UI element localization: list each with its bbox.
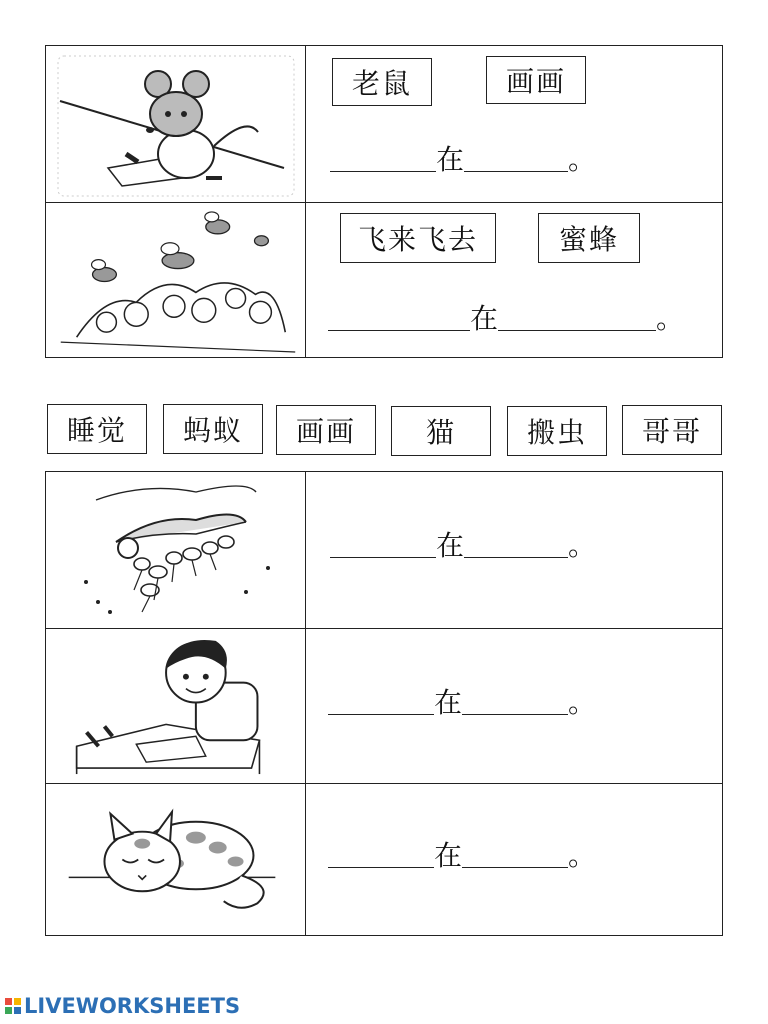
sentence-end: 。 — [568, 529, 597, 562]
answer-blank[interactable] — [464, 170, 568, 172]
word-bank-card[interactable]: 蚂蚁 — [163, 404, 263, 454]
sentence-end: 。 — [568, 686, 597, 719]
exercise-row — [46, 628, 722, 783]
liveworksheets-logo-icon — [4, 997, 22, 1015]
fill-in-sentence — [328, 681, 596, 721]
fill-in-sentence — [330, 524, 596, 564]
cat-sleeping-icon — [46, 784, 306, 935]
exercise-row — [46, 46, 722, 202]
exercise-row — [46, 783, 722, 935]
word-bank-card[interactable]: 猫 — [391, 406, 491, 456]
exercise-row — [46, 472, 722, 628]
connector-text: 在 — [470, 302, 499, 335]
mouse-drawing-icon — [46, 46, 306, 202]
answer-blank[interactable] — [462, 713, 568, 715]
word-bank-card[interactable]: 睡觉 — [47, 404, 147, 454]
bottom-exercise-table — [45, 471, 723, 936]
answer-blank[interactable] — [328, 713, 434, 715]
fill-in-sentence — [328, 297, 684, 337]
word-bank-card[interactable]: 哥哥 — [622, 405, 722, 455]
footer-brand[interactable] — [4, 994, 240, 1018]
answer-cell — [306, 629, 722, 783]
sentence-end: 。 — [656, 302, 685, 335]
answer-blank[interactable] — [328, 866, 434, 868]
word-bank — [45, 404, 723, 456]
answer-cell — [306, 472, 722, 628]
sentence-end: 。 — [568, 839, 597, 872]
exercise-row — [46, 202, 722, 357]
word-card[interactable]: 飞来飞去 — [340, 213, 496, 263]
word-bank-card[interactable]: 搬虫 — [507, 406, 607, 456]
sentence-end: 。 — [568, 143, 597, 176]
fill-in-sentence — [328, 834, 596, 874]
ants-carrying-worm-icon — [46, 472, 306, 628]
connector-text: 在 — [434, 686, 463, 719]
connector-text: 在 — [436, 143, 465, 176]
bees-flying-icon — [46, 203, 306, 357]
answer-blank[interactable] — [462, 866, 568, 868]
top-exercise-table — [45, 45, 723, 358]
answer-blank[interactable] — [464, 556, 568, 558]
answer-cell — [306, 46, 722, 202]
connector-text: 在 — [436, 529, 465, 562]
word-card[interactable]: 蜜蜂 — [538, 213, 640, 263]
word-card[interactable]: 老鼠 — [332, 58, 432, 106]
boy-drawing-icon — [46, 629, 306, 783]
answer-blank[interactable] — [330, 170, 436, 172]
answer-blank[interactable] — [498, 329, 656, 331]
connector-text: 在 — [434, 839, 463, 872]
answer-cell — [306, 203, 722, 357]
word-card[interactable]: 画画 — [486, 56, 586, 104]
word-bank-card[interactable]: 画画 — [276, 405, 376, 455]
answer-cell — [306, 784, 722, 935]
fill-in-sentence — [330, 138, 596, 178]
answer-blank[interactable] — [330, 556, 436, 558]
answer-blank[interactable] — [328, 329, 470, 331]
brand-name: LIVEWORKSHEETS — [24, 994, 241, 1018]
